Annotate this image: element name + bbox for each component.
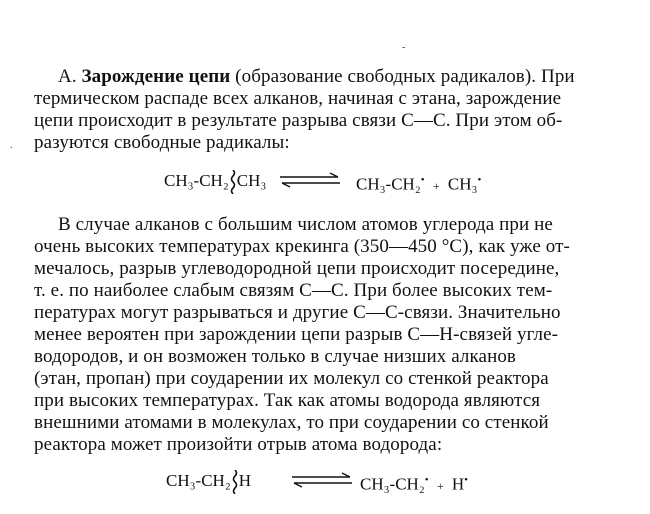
equilibrium-arrows-icon — [278, 171, 342, 189]
bond-break-icon — [230, 170, 236, 194]
plus-sign: + — [432, 178, 440, 193]
equation-2-left-tail: H — [238, 470, 252, 490]
paragraph-1-line-2: термическом распаде всех алканов, начиная с этана, зарождение — [34, 88, 562, 109]
paragraph-1-line-1-rest: (образование свободных радикалов). При — [230, 66, 575, 87]
equation-2-product-2: H — [451, 474, 465, 494]
radical-dot: • — [424, 474, 429, 486]
equation-2-left: CH₃-CH₂ — [166, 470, 231, 490]
plus-sign: + — [436, 478, 444, 493]
bond-break-icon — [232, 470, 238, 494]
radical-dot: • — [477, 174, 482, 186]
equation-1-product-1: CH₃-CH₂ — [356, 174, 421, 194]
paragraph-2-line: водородов, и он возможен только в случае низших алканов — [34, 346, 517, 367]
paragraph-2-line: (этан, пропан) при соударении их молекул со стенкой реактора — [34, 368, 549, 389]
section-label: А. — [58, 66, 82, 87]
paragraph-2-line: при высоких температурах. Так как атомы водорода являются — [34, 390, 541, 411]
paragraph-2-line: внешними атомами в молекулах, то при соударении со стенкой — [34, 412, 549, 433]
paragraph-1-line-4: разуются свободные радикалы: — [34, 132, 290, 153]
radical-dot: • — [420, 174, 425, 186]
scan-speck: - — [402, 42, 406, 53]
equilibrium-arrows-icon — [290, 471, 354, 489]
radical-dot: • — [464, 474, 469, 486]
paragraph-2-line: очень высоких температурах крекинга (350—450 °С), как уже от- — [34, 236, 570, 257]
paragraph-2-line: пературах могут разрываться и другие С—С-связи. Значительно — [34, 302, 561, 323]
paragraph-1-line-1 — [58, 66, 575, 88]
equation-1-left: CH₃-CH₂ — [164, 170, 229, 190]
paragraph-2-line: мечалось, разрыв углеводородной цепи происходит посередине, — [34, 258, 560, 279]
paragraph-2-line: т. е. по наиболее слабым связям С—С. При более высоких тем- — [34, 280, 553, 301]
equation-2-products — [360, 470, 468, 496]
paragraph-2-line: В случае алканов с большим числом атомов углерода при не — [58, 214, 553, 235]
equation-1-left-tail: CH₃ — [236, 170, 267, 190]
section-heading: Зарождение цепи — [81, 66, 231, 87]
equation-1-product-2: CH₃ — [447, 174, 478, 194]
scan-speck: . — [10, 140, 13, 151]
paragraph-2-line: менее вероятен при зарождении цепи разрыв С—Н-связей угле- — [34, 324, 559, 345]
paragraph-1-line-3: цепи происходит в результате разрыва связи С—С. При этом об- — [34, 110, 563, 131]
equation-2-product-1: CH₃-CH₂ — [360, 474, 425, 494]
equation-1-products — [356, 170, 481, 196]
equation-1-reactant — [164, 170, 266, 194]
equation-2-reactant — [166, 470, 251, 494]
paragraph-2-line: реактора может произойти отрыв атома водорода: — [34, 434, 443, 455]
